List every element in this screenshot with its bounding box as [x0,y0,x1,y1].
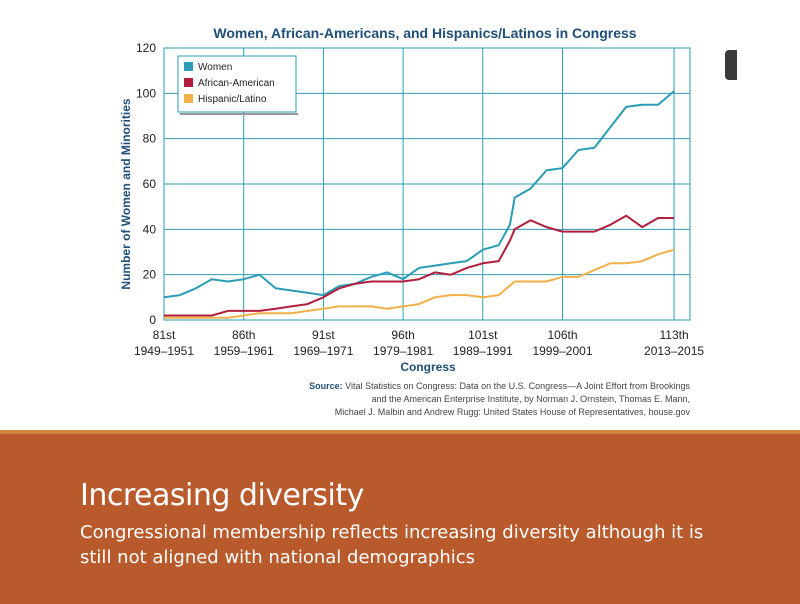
legend-swatch [184,78,193,87]
y-tick-label: 40 [142,222,156,237]
x-tick-label: 113th [659,328,689,342]
x-tick-years: 1989–1991 [452,344,513,358]
x-axis-ticks [134,328,704,358]
y-axis-label: Number of Women and Minorities [119,98,133,290]
caption-band [0,430,800,604]
x-tick-label: 81st [152,328,176,342]
x-tick-label: 101st [468,328,498,342]
legend-entry: Women [198,62,233,73]
y-axis-ticks [136,41,156,327]
source-line: Michael J. Malbin and Andrew Rugg: United States House of Representatives, house.gov [334,407,690,417]
y-tick-label: 100 [135,86,156,101]
chart-source [309,381,690,417]
x-tick-years: 1949–1951 [133,344,195,358]
y-tick-label: 120 [135,41,156,55]
x-tick-years: 2013–2015 [644,344,705,358]
x-tick-label: 106th [547,328,578,342]
x-tick-years: 1959–1961 [213,344,274,358]
x-tick-years: 1999–2001 [532,344,593,358]
legend-entry: Hispanic/Latino [198,94,267,105]
legend-swatch [184,94,193,103]
x-axis-label: Congress [400,360,456,374]
y-tick-label: 60 [142,177,156,191]
chart-title: Women, African-Americans, and Hispanics/Latinos in Congress [213,25,637,41]
source-text: Vital Statistics on Congress: Data on the U.S. Congress—A Joint Effort from Brookings [345,381,690,391]
x-tick-label: 86th [232,328,256,342]
source-line: and the American Enterprise Institute, by Norman J. Ornstein, Thomas E. Mann, [371,394,690,404]
x-tick-label: 91st [312,328,335,342]
chart-legend [178,56,298,114]
x-tick-years: 1979–1981 [373,344,434,358]
scroll-tab[interactable] [725,50,737,80]
x-tick-label: 96th [391,328,415,342]
y-tick-label: 0 [149,313,156,327]
slide-heading: Increasing diversity [80,478,364,513]
source-label: Source: [309,381,346,391]
legend-entry: African-American [198,78,275,89]
legend-swatch [184,62,193,71]
y-tick-label: 20 [142,267,156,282]
slide-body: Congressional membership reflects increasing diversity although it is still not aligned with national demographics [80,522,704,568]
source-line [309,381,690,391]
x-tick-years: 1969–1971 [293,344,354,358]
y-tick-label: 80 [142,131,156,146]
